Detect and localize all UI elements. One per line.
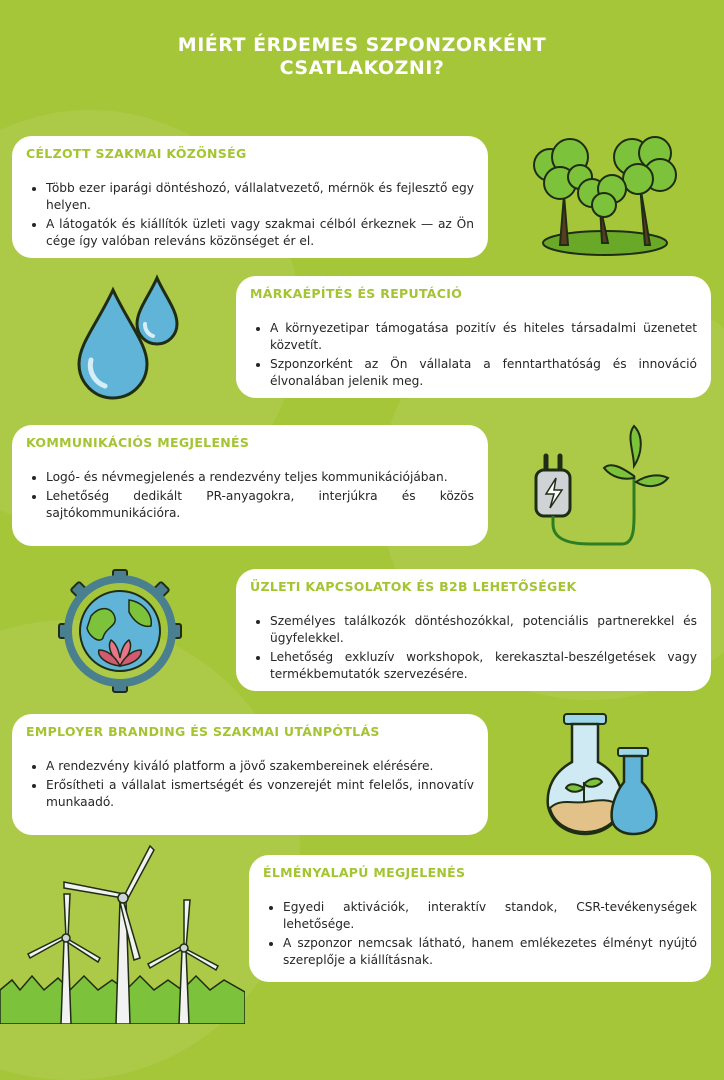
bullet-item: • Több ezer iparági döntéshozó, vállalatvezető, mérnök és fejlesztő egy helyen. xyxy=(46,180,474,214)
section-heading: EMPLOYER BRANDING ÉS SZAKMAI UTÁNPÓTLÁS xyxy=(26,724,380,739)
section-heading: ÜZLETI KAPCSOLATOK ÉS B2B LEHETŐSÉGEK xyxy=(250,579,577,594)
section-card-employer-branding xyxy=(12,714,488,835)
bullet-list xyxy=(250,320,697,390)
bullet-list xyxy=(26,758,474,811)
bullet-item: • A szponzor nemcsak látható, hanem emlékezetes élményt nyújtó szereplője a kiállításnak. xyxy=(283,935,697,969)
globe-gear-icon xyxy=(55,566,185,696)
bullet-item: • Személyes találkozók döntéshozókkal, potenciális partnerekkel és ügyfelekkel. xyxy=(270,613,697,647)
section-card-business-relations xyxy=(236,569,711,691)
eco-plug-icon xyxy=(530,422,680,552)
wind-turbines-icon xyxy=(0,840,245,1024)
section-heading: ÉLMÉNYALAPÚ MEGJELENÉS xyxy=(263,865,466,880)
bullet-item: • Lehetőség exkluzív workshopok, kerekasztal-beszélgetések vagy termékbemutatók szervezésére. xyxy=(270,649,697,683)
bullet-item: • A látogatók és kiállítók üzleti vagy szakmai célból érkeznek — az Ön cége így valóban releváns közönséget ér el. xyxy=(46,216,474,250)
bullet-list xyxy=(26,180,474,250)
page-title-line-2: CSATLAKOZNI? xyxy=(279,57,445,79)
section-heading: CÉLZOTT SZAKMAI KÖZÖNSÉG xyxy=(26,146,247,161)
page-title-line-1: MIÉRT ÉRDEMES SZPONZORKÉNT xyxy=(177,34,547,56)
bullet-item: • Szponzorként az Ön vállalata a fenntarthatóság és innováció élvonalában jelenik meg. xyxy=(270,356,697,390)
bullet-list xyxy=(26,469,474,522)
section-heading: MÁRKAÉPÍTÉS ÉS REPUTÁCIÓ xyxy=(250,286,463,301)
lab-flasks-icon xyxy=(540,712,680,842)
bullet-item: • A rendezvény kiváló platform a jövő szakembereinek elérésére. xyxy=(46,758,474,775)
section-card-target-audience xyxy=(12,136,488,258)
page-title xyxy=(0,34,724,80)
bullet-item: • Logó- és névmegjelenés a rendezvény teljes kommunikációjában. xyxy=(46,469,474,486)
trees-icon xyxy=(520,135,690,260)
bullet-item: • Lehetőség dedikált PR-anyagokra, interjúkra és közös sajtókommunikációra. xyxy=(46,488,474,522)
bullet-item: • Erősítheti a vállalat ismertségét és vonzerejét mint felelős, innovatív munkaadó. xyxy=(46,777,474,811)
section-heading: KOMMUNIKÁCIÓS MEGJELENÉS xyxy=(26,435,250,450)
bullet-item: • A környezetipar támogatása pozitív és hiteles társadalmi üzenetet közvetít. xyxy=(270,320,697,354)
section-card-brand-building xyxy=(236,276,711,398)
bullet-item: • Egyedi aktivációk, interaktív standok, CSR-tevékenységek lehetősége. xyxy=(283,899,697,933)
section-card-communication xyxy=(12,425,488,546)
bullet-list xyxy=(250,613,697,683)
bullet-list xyxy=(263,899,697,969)
water-drops-icon xyxy=(65,272,195,402)
section-card-experience xyxy=(249,855,711,982)
